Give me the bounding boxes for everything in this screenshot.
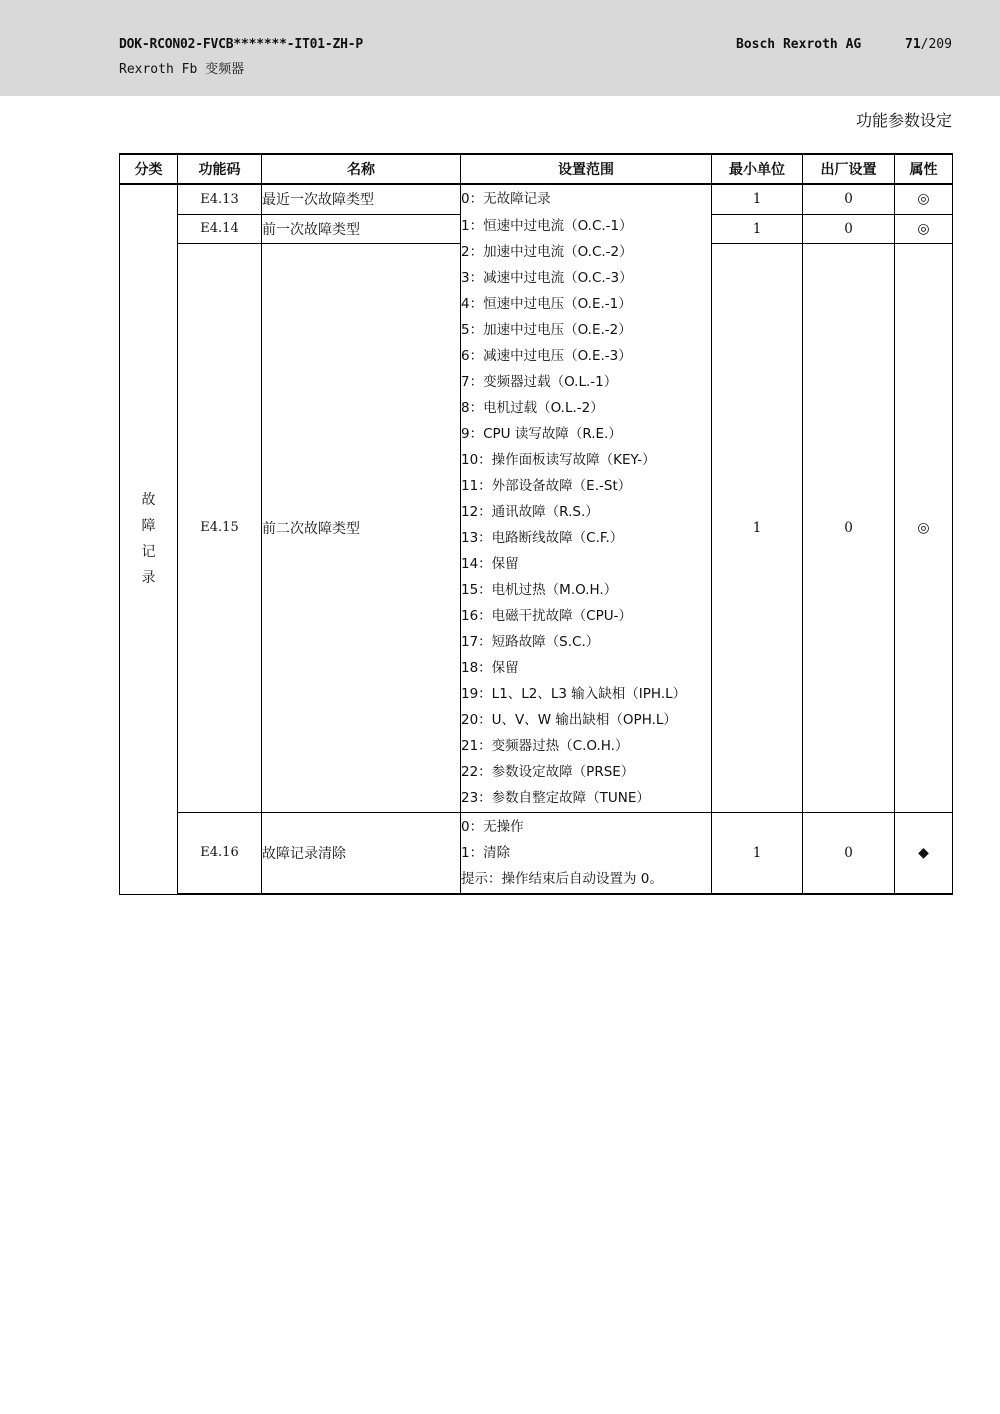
- category-char: 故: [141, 492, 156, 509]
- param-name: 最近一次故障类型: [262, 184, 461, 214]
- table-row: [120, 812, 953, 894]
- factory-setting: 0: [803, 184, 895, 214]
- section-title: 功能参数设定: [855, 111, 952, 130]
- option-line: 6：减速中过电压（O.E.-3）: [461, 348, 632, 365]
- option-line: 4：恒速中过电压（O.E.-1）: [461, 296, 632, 313]
- page-header: [0, 0, 1000, 96]
- min-unit: 1: [712, 184, 803, 214]
- param-name: 故障记录清除: [262, 812, 461, 894]
- col-header-category: 分类: [120, 154, 178, 184]
- table-row: [120, 184, 953, 214]
- page-number: [905, 37, 952, 52]
- option-line: 17：短路故障（S.C.）: [461, 634, 600, 651]
- col-header-factory: 出厂设置: [803, 154, 895, 184]
- option-line: 18：保留: [461, 660, 519, 677]
- option-line: 2：加速中过电流（O.C.-2）: [461, 244, 633, 261]
- document-subtitle: Rexroth Fb 变频器: [119, 62, 245, 77]
- function-code: E4.16: [178, 812, 262, 894]
- function-code: E4.13: [178, 184, 262, 214]
- option-line: 20：U、V、W 输出缺相（OPH.L）: [461, 712, 677, 729]
- factory-setting: 0: [803, 812, 895, 894]
- category-char: 记: [141, 544, 156, 561]
- clear-options-cell: [461, 812, 712, 894]
- page-total: /209: [920, 37, 952, 52]
- param-name: 前二次故障类型: [262, 243, 461, 812]
- table-header-row: [120, 154, 953, 184]
- attribute-double-circle-icon: ◎: [895, 243, 953, 812]
- option-line: 21：变频器过热（C.O.H.）: [461, 738, 629, 755]
- option-line: 22：参数设定故障（PRSE）: [461, 764, 635, 781]
- option-line: 23：参数自整定故障（TUNE）: [461, 790, 650, 807]
- col-header-range: 设置范围: [461, 154, 712, 184]
- option-line: 14：保留: [461, 556, 519, 573]
- min-unit: 1: [712, 243, 803, 812]
- col-header-attr: 属性: [895, 154, 953, 184]
- option-line: 19：L1、L2、L3 输入缺相（IPH.L）: [461, 686, 687, 703]
- option-line: 13：电路断线故障（C.F.）: [461, 530, 624, 547]
- attribute-double-circle-icon: ◎: [895, 214, 953, 243]
- factory-setting: 0: [803, 214, 895, 243]
- option-line: 提示：操作结束后自动设置为 0。: [461, 870, 663, 887]
- min-unit: 1: [712, 214, 803, 243]
- document-id: DOK-RCON02-FVCB*******-IT01-ZH-P: [119, 37, 364, 52]
- option-line: 1：清除: [461, 844, 511, 861]
- function-code: E4.14: [178, 214, 262, 243]
- category-char: 录: [141, 570, 156, 587]
- option-line: 10：操作面板读写故障（KEY-）: [461, 452, 656, 469]
- option-line: 1：恒速中过电流（O.C.-1）: [461, 218, 633, 235]
- company-name: Bosch Rexroth AG: [736, 37, 862, 52]
- col-header-code: 功能码: [178, 154, 262, 184]
- category-cell: [120, 184, 178, 894]
- factory-setting: 0: [803, 243, 895, 812]
- attribute-diamond-icon: ◆: [895, 812, 953, 894]
- param-name: 前一次故障类型: [262, 214, 461, 243]
- page-current: 71: [905, 37, 921, 52]
- option-line: 0：无故障记录: [461, 191, 551, 208]
- option-line: 0：无操作: [461, 818, 524, 835]
- function-code: E4.15: [178, 243, 262, 812]
- fault-options-cell: [461, 184, 712, 812]
- option-line: 16：电磁干扰故障（CPU-）: [461, 608, 632, 625]
- option-line: 12：通讯故障（R.S.）: [461, 504, 599, 521]
- option-line: 3：减速中过电流（O.C.-3）: [461, 270, 633, 287]
- attribute-double-circle-icon: ◎: [895, 184, 953, 214]
- option-line: 9：CPU 读写故障（R.E.）: [461, 426, 622, 443]
- col-header-name: 名称: [262, 154, 461, 184]
- min-unit: 1: [712, 812, 803, 894]
- option-line: 7：变频器过载（O.L.-1）: [461, 374, 618, 391]
- option-line: 5：加速中过电压（O.E.-2）: [461, 322, 632, 339]
- category-char: 障: [141, 518, 156, 535]
- parameter-table: [119, 153, 953, 895]
- option-line: 11：外部设备故障（E.-St）: [461, 478, 632, 495]
- col-header-min-unit: 最小单位: [712, 154, 803, 184]
- option-line: 8：电机过载（O.L.-2）: [461, 400, 604, 417]
- option-line: 15：电机过热（M.O.H.）: [461, 582, 618, 599]
